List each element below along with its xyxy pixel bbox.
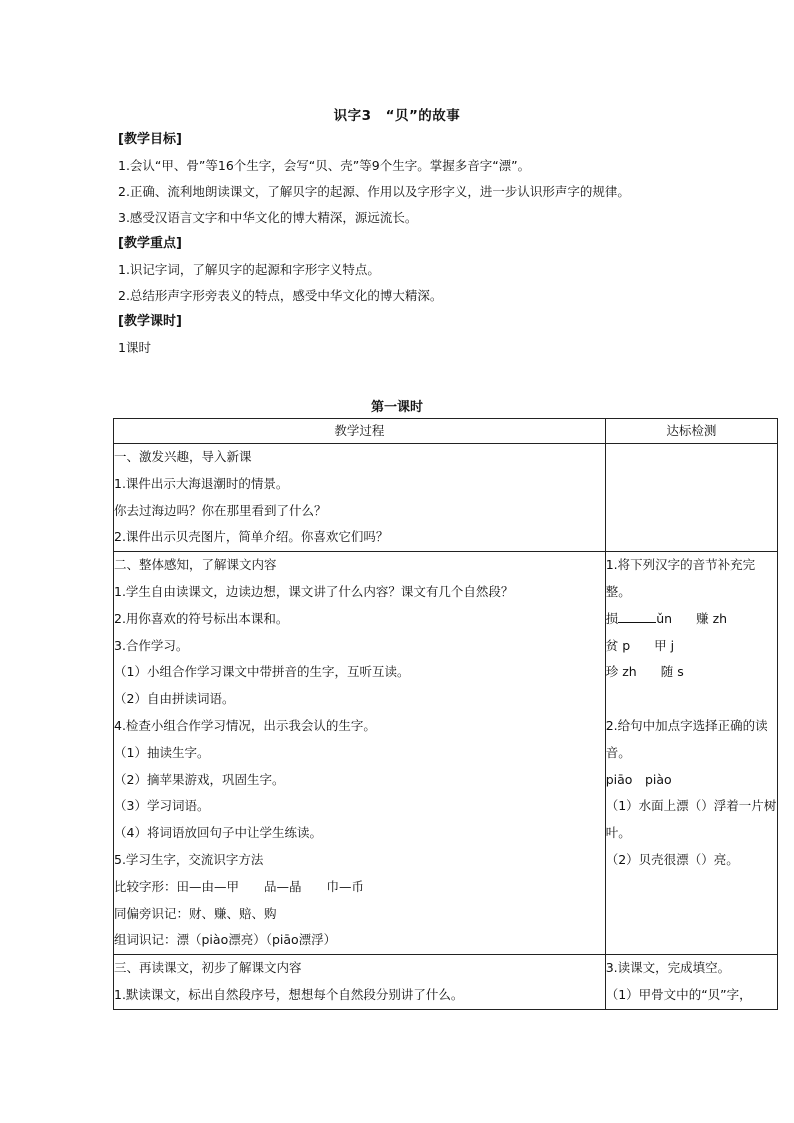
fill-blank: [618, 607, 656, 623]
document-title: 识字3 “贝”的故事: [333, 108, 461, 124]
pinyin-hint: j: [670, 637, 675, 653]
spacer: [606, 686, 777, 713]
process-line: 1.默读课文，标出自然段序号，想想每个自然段分别讲了什么。: [114, 986, 464, 1002]
pinyin-hint: p: [622, 637, 631, 653]
check-question: 3.读课文，完成填空。: [605, 960, 731, 976]
key-point-item: 2.总结形声字形旁表义的特点，感受中华文化的博大精深。: [118, 288, 443, 303]
periods-heading: [教学课时]: [118, 314, 182, 329]
objective-item: 1.会认“甲、骨”等16个生字，会写“贝、壳”等9个生字。掌握多音字“漂”。: [118, 158, 531, 173]
table-row: [114, 444, 778, 552]
pinyin-char: 随: [660, 664, 674, 680]
pinyin-options: piāo piào: [605, 771, 672, 787]
lesson-table: [113, 418, 778, 1010]
process-line: 1.课件出示大海退潮时的情景。: [114, 475, 289, 491]
process-line: 同偏旁识记：财、赚、赔、购: [114, 905, 277, 921]
process-line: 比较字形：田—由—甲 品—晶 巾—币: [114, 878, 365, 894]
check-sentence: （1）甲骨文中的“贝”字，: [605, 986, 752, 1002]
pinyin-char: 损: [605, 610, 619, 626]
process-line: （4）将词语放回句子中让学生练读。: [114, 825, 322, 841]
pinyin-char: 甲: [654, 637, 667, 653]
process-line: 二、整体感知，了解课文内容: [114, 557, 277, 573]
key-point-item: 1.识记字词，了解贝字的起源和字形字义特点。: [118, 262, 380, 277]
periods-value: 1课时: [118, 340, 151, 355]
check-cell: [605, 955, 777, 1010]
process-line: 三、再读课文，初步了解课文内容: [114, 960, 302, 976]
process-line: （2）自由拼读词语。: [114, 691, 235, 707]
check-column-header: 达标检测: [605, 419, 777, 444]
pinyin-hint: ǔn: [656, 610, 673, 626]
pinyin-hint: zh: [712, 610, 728, 626]
process-line: （2）摘苹果游戏，巩固生字。: [114, 771, 285, 787]
process-line: 5.学习生字，交流识字方法: [114, 851, 264, 867]
process-line: 3.合作学习。: [114, 637, 189, 653]
process-cell: [114, 444, 606, 552]
check-question: 1.将下列汉字的音节补充完整。: [605, 557, 756, 599]
check-sentence: （1）水面上漂（）浮着一片树叶。: [605, 798, 777, 841]
process-line: 2.课件出示贝壳图片，简单介绍。你喜欢它们吗？: [114, 529, 389, 545]
lesson-title: 第一课时: [370, 400, 423, 415]
key-points-heading: [教学重点]: [118, 236, 182, 251]
pinyin-char: 贫: [605, 637, 619, 653]
process-column-header: 教学过程: [114, 419, 606, 444]
table-row: [114, 955, 778, 1010]
pinyin-hint: zh: [622, 664, 637, 680]
process-line: 1.学生自由读课文，边读边想，课文讲了什么内容？课文有几个自然段？: [114, 583, 514, 599]
pinyin-char: 赚: [696, 610, 709, 626]
process-line: 2.用你喜欢的符号标出本课和。: [114, 610, 289, 626]
table-row: [114, 552, 778, 955]
check-sentence: （2）贝壳很漂（）亮。: [605, 851, 739, 867]
intro-section: [118, 127, 778, 361]
pinyin-item: [606, 606, 777, 633]
pinyin-item: [606, 659, 777, 686]
process-line: 组词识记：漂（piào漂亮）（piāo漂浮）: [114, 932, 337, 948]
check-question: 2.给句中加点字选择正确的读音。: [605, 717, 768, 760]
process-cell: [114, 955, 606, 1010]
process-line: 你去过海边吗？你在那里看到了什么？: [114, 502, 327, 518]
objectives-heading: [教学目标]: [118, 132, 182, 147]
check-cell: [605, 552, 777, 955]
table-header-row: [114, 419, 778, 444]
process-cell: [114, 552, 606, 955]
process-line: 4.检查小组合作学习情况，出示我会认的生字。: [114, 717, 376, 733]
pinyin-char: 珍: [605, 664, 619, 680]
process-line: 一、激发兴趣，导入新课: [114, 449, 252, 464]
process-line: （1）小组合作学习课文中带拼音的生字，互听互读。: [114, 664, 410, 680]
process-line: （1）抽读生字。: [114, 744, 210, 760]
check-cell: [605, 444, 777, 552]
process-line: （3）学习词语。: [114, 798, 210, 814]
pinyin-item: [606, 633, 777, 660]
objective-item: 2.正确、流利地朗读课文，了解贝字的起源、作用以及字形字义，进一步认识形声字的规律。: [118, 184, 630, 199]
pinyin-hint: s: [677, 664, 684, 680]
objective-item: 3.感受汉语言文字和中华文化的博大精深，源远流长。: [118, 210, 418, 225]
